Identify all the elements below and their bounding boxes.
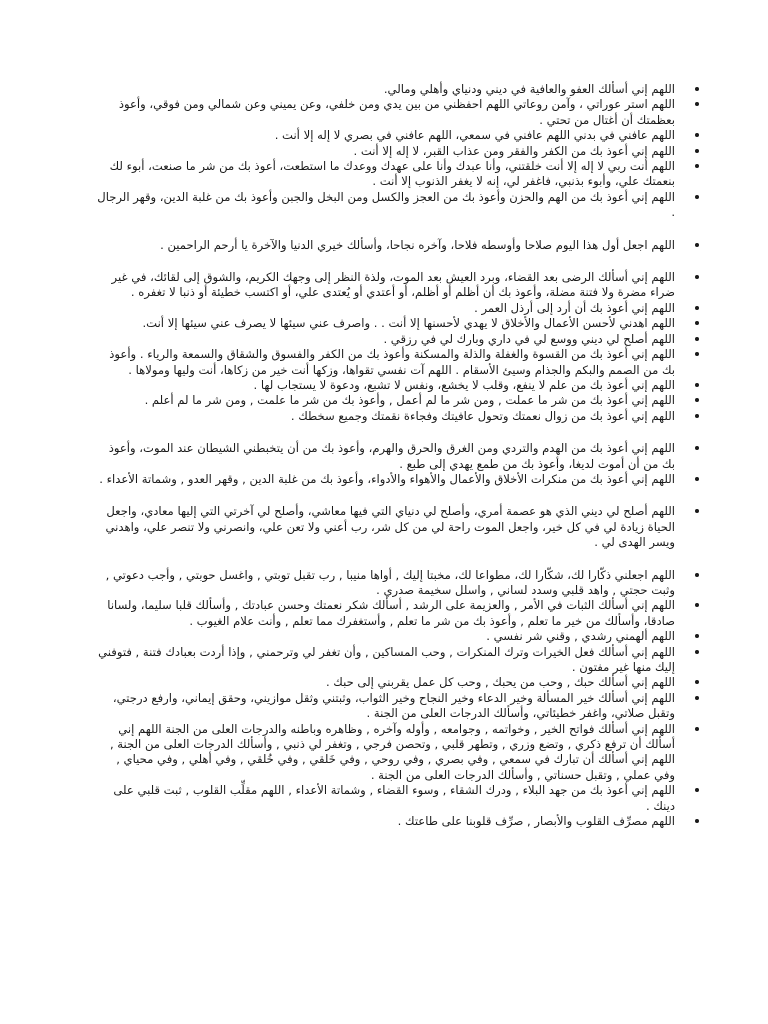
list-item: [95, 301, 675, 316]
bullet-icon: [695, 573, 699, 577]
list-item-text: اللهم إني أسألك خير المسألة وخير الدعاء وخير النجاح وخير الثواب، وثبتني وثقل موازيني، وحقق إيماني، وارفع درجتي، وتقبل صلاتي، واغفر خطيئاتي، وأسألك الدرجات العلى من الجنة .: [112, 690, 675, 721]
list-item: [95, 393, 675, 408]
list-item: [95, 270, 675, 301]
list-item-text: اللهم أنت ربي لا إله إلا أنت خلقتني، وأنا عبدك وأنا على عهدك ووعدك ما استطعت، أعوذ بك من شر ما صنعت، أبوء لك بنعمتك علي، وأبوء بذنبي، فاغفر لي، إنه لا يغفر الذنوب إلا أنت .: [109, 159, 675, 189]
bullet-icon: [695, 149, 699, 153]
list-item-text: اللهم ألهمني رشدي , وقني شر نفسي .: [486, 629, 675, 644]
list-item-text: اللهم إني أعوذ بك من الهم والحزن وأعوذ بك من العجز والكسل ومن البخل والجبن وأعوذ بك من غلبة الدين، وقهر الرجال .: [97, 189, 675, 220]
supplication-list: [95, 238, 675, 253]
bullet-icon: [695, 650, 699, 654]
list-item: [95, 347, 675, 378]
list-item: [95, 598, 675, 629]
list-item: [95, 159, 675, 190]
list-item: [95, 629, 675, 644]
list-item: [95, 128, 675, 143]
list-item: [95, 190, 675, 221]
list-item-text: اللهم إني أسألك فعل الخيرات وترك المنكرات , وحب المساكين , وأن تغفر لي وترحمني , وإذا أردت بعبادك فتنة , فتوفني إليك منها غير مفتون .: [98, 644, 675, 674]
bullet-icon: [695, 446, 699, 450]
supplication-list: [95, 270, 675, 424]
list-item: [95, 814, 675, 829]
bullet-icon: [695, 133, 699, 137]
list-item: [95, 504, 675, 550]
bullet-icon: [695, 603, 699, 607]
list-item-text: اللهم اجعل أول هذا اليوم صلاحا وأوسطه فلاحا، وآخره نجاحا، وأسألك خيري الدنيا والآخرة يا أرحم الراحمين .: [160, 237, 675, 252]
list-item: [95, 675, 675, 690]
list-item: [95, 409, 675, 424]
list-item-text: اللهم اجعلني ذكّارا لك، شكّارا لك، مطواعا لك، مخبتا إليك , أواها منيبا , رب تقبل توبتي , واغسل حوبتي , وأجب دعوتي , وثبت حجتي , واهد قلبي وسدد لساني , واسلل سخيمة صدري .: [105, 567, 675, 597]
document-body: [95, 82, 675, 846]
list-item: [95, 645, 675, 676]
list-item-text: اللهم إني أعوذ بك من الكفر والفقر ومن عذاب القبر، لا إله إلا أنت .: [353, 143, 675, 158]
list-item-text: اللهم إني أعوذ بك من جهد البلاء , ودرك الشقاء , وسوء القضاء , وشماتة الأعداء , اللهم مقلِّب القلوب , ثبت قلبي على دينك .: [113, 783, 675, 813]
list-item-text: اللهم أصلح لي ديني الذي هو عصمة أمري، وأصلح لي دنياي التي فيها معاشي، وأصلح لي آخرتي التي إليها معادي، واجعل الحياة زيادة لي في كل خير، واجعل الموت راحة لي من كل شر، رب أعني ولا تعن علي، وانصرني ولا تنصر علي، واهدني ويسر الهدى لي .: [105, 504, 675, 550]
bullet-icon: [695, 696, 699, 700]
bullet-icon: [695, 164, 699, 168]
list-item: [95, 783, 675, 814]
bullet-icon: [695, 727, 699, 731]
bullet-icon: [695, 680, 699, 684]
list-item-text: اللهم إني أسألك الثبات في الأمر , والعزيمة على الرشد , أسألك شكر نعمتك وحسن عبادتك , وأسألك قلبا سليما، ولسانا صادقا، وأسألك من خير ما تعلم , وأعوذ بك من شر ما تعلم , وأستغفرك مما تعلم , وأنت علام الغيوب .: [107, 598, 675, 628]
list-item-text: اللهم إني أعوذ بك من علم لا ينفع، وقلب لا يخشع، ونفس لا تشبع، ودعوة لا يستجاب لها .: [253, 377, 675, 392]
list-item: [95, 722, 675, 784]
bullet-icon: [695, 398, 699, 402]
supplication-list: [95, 568, 675, 830]
list-item-text: اللهم إني أعوذ بك من الهدم والتردي ومن الغرق والحرق والهرم، وأعوذ بك من أن يتخبطني الشيطان عند الموت، وأعوذ بك من أن أموت لديغا، وأعوذ بك من طمع يهدي إلى طبع .: [108, 441, 675, 471]
bullet-icon: [695, 195, 699, 199]
list-item-text: اللهم إني أسألك حبك , وحب من يحبك , وحب كل عمل يقربني إلى حبك .: [325, 675, 675, 690]
bullet-icon: [695, 337, 699, 341]
bullet-icon: [695, 275, 699, 279]
list-item-text: اللهم استر عوراتي ، وآمن روعاتي اللهم احفظني من بين يدي ومن خلفي، وعن يميني وعن شمالي ومن فوقي، وأعوذ بعظمتك أن أغتال من تحتي .: [118, 97, 675, 127]
bullet-icon: [695, 321, 699, 325]
supplication-list: [95, 441, 675, 487]
bullet-icon: [695, 243, 699, 247]
list-item-text: اللهم عافني في بدني اللهم عافني في سمعي، اللهم عافني في بصري لا إله إلا أنت .: [274, 128, 675, 143]
list-item-text: اللهم إني أعوذ بك أن أرد إلى أرذل العمر .: [474, 300, 675, 315]
list-item: [95, 82, 675, 97]
list-item: [95, 378, 675, 393]
list-item-text: اللهم إني أعوذ بك من شر ما عملت , ومن شر ما لم أعمل , وأعوذ بك من شر ما علمت , ومن شر ما لم أعلم .: [144, 393, 675, 408]
list-item-text: اللهم اهدني لأحسن الأعمال والأخلاق لا يهدي لأحسنها إلا أنت . . واصرف عني سيئها لا يصرف عني سيئها إلا أنت.: [142, 316, 675, 331]
bullet-icon: [695, 383, 699, 387]
bullet-icon: [695, 414, 699, 418]
list-item-text: اللهم إني أعوذ بك من منكرات الأخلاق والأعمال والأهواء والأدواء، وأعوذ بك من غلبة الدين , وقهر العدو , وشماتة الأعداء .: [99, 471, 675, 486]
list-item: [95, 472, 675, 487]
bullet-icon: [695, 352, 699, 356]
list-item: [95, 568, 675, 599]
bullet-icon: [695, 306, 699, 310]
bullet-icon: [695, 509, 699, 513]
bullet-icon: [695, 477, 699, 481]
list-item-text: اللهم إني أعوذ بك من زوال نعمتك وتحول عافيتك وفجاءة نقمتك وجميع سخطك .: [290, 408, 675, 423]
list-item: [95, 316, 675, 331]
list-item-text: اللهم إني أعوذ بك من القسوة والغفلة والذلة والمسكنة وأعوذ بك من الكفر والفسوق والشقاق والسمعة والرياء . وأعوذ بك من الصمم والبكم والجذام وسيئ الأسقام . اللهم آت نفسي تقواها، وزكها أنت خير من زكاها، أنت وليها ومولاها .: [109, 347, 675, 377]
bullet-icon: [695, 87, 699, 91]
list-item-text: اللهم أصلح لي ديني ووسع لي في داري وبارك لي في رزقي .: [383, 331, 675, 346]
bullet-icon: [695, 634, 699, 638]
list-item: [95, 332, 675, 347]
list-item: [95, 97, 675, 128]
supplication-list: [95, 504, 675, 550]
list-item-text: اللهم إني أسألك الرضى بعد القضاء، وبرد العيش بعد الموت، ولذة النظر إلى وجهك الكريم، والشوق إلى لقائك، في غير ضراء مضرة ولا فتنة مضلة، وأعوذ بك أن أظلم أو أظلم، أو أعتدي أو يُعتدى علي، أو اكتسب خطيئة أو ذنبا لا تغفره .: [111, 270, 675, 300]
bullet-icon: [695, 788, 699, 792]
bullet-icon: [695, 819, 699, 823]
list-item: [95, 238, 675, 253]
list-item-text: اللهم إني أسألك العفو والعافية في ديني ودنياي وأهلي ومالي.: [383, 82, 675, 96]
list-item: [95, 441, 675, 472]
supplication-list: [95, 82, 675, 221]
list-item-text: اللهم مصرِّف القلوب والأبصار , صرِّف قلوبنا على طاعتك .: [397, 814, 675, 829]
bullet-icon: [695, 102, 699, 106]
list-item: [95, 144, 675, 159]
list-item: [95, 691, 675, 722]
list-item-text: اللهم إني أسألك فواتح الخير , وخواتمه , وجوامعه , وأوله وآخره , وظاهره وباطنه والدرجات العلى من الجنة اللهم إني أسألك أن ترفع ذكري , وتضع وزري , وتطهر قلبي , وتحصن فرجي , وتغفر لي ذنبي , وأسألك الدرجات العلى من الجنة , اللهم إني أسألك أن تبارك في سمعي , وفي بصري , وفي روحي , وفي خَلقي , وفي خُلقي , وفي أهلي , وفي محياي , وفي عملي , وتقبل حسناتي , وأسألك الدرجات العلى من الجنة .: [109, 721, 675, 782]
